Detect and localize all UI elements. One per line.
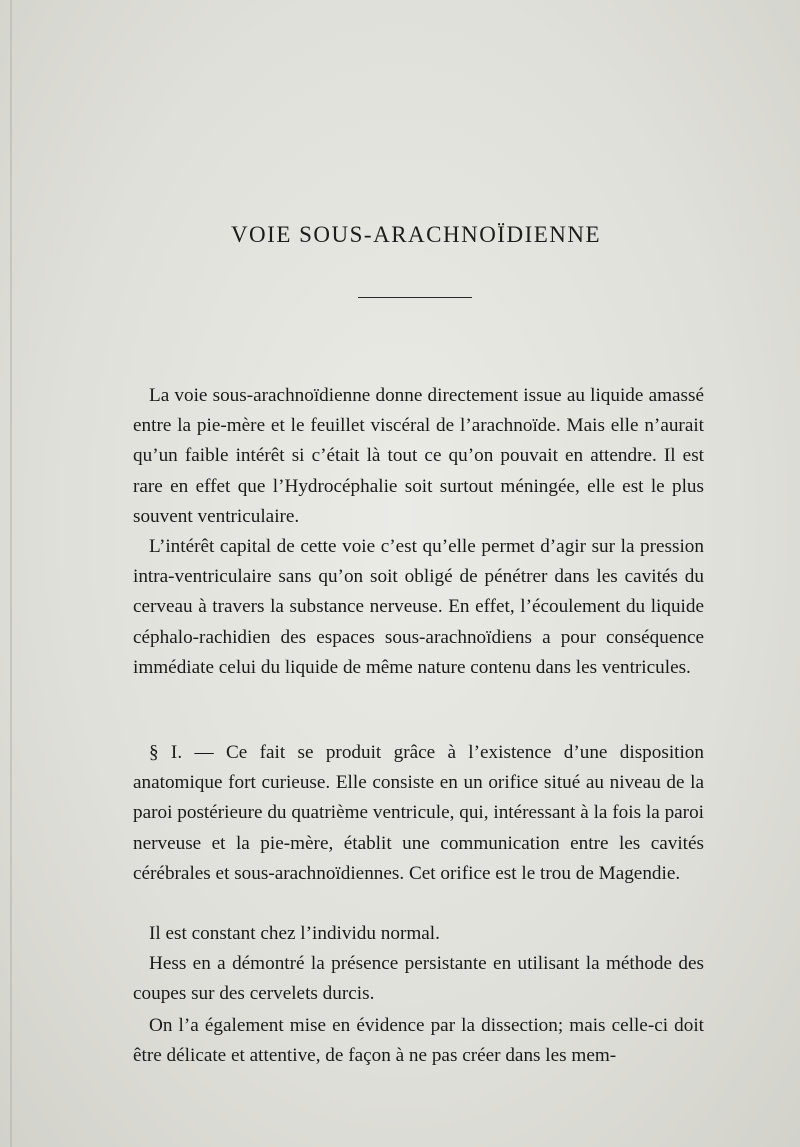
paragraph-dissection: On l’a également mise en évidence par la dissection; mais celle-ci doit être délicate et attentive, de façon à ne pas créer dans les mem- bbox=[133, 1015, 704, 1067]
paragraph-intro: La voie sous-arachnoïdienne donne directement issue au liquide amassé entre la pie-mère et le feuillet viscéral de l’arachnoïde. Mais elle n’aurait qu’un faible intérêt si c’était là tout ce qu’on pouvait en attendre. Il est rare en effet que l’Hydrocéphalie soit surtout méningée, elle est le plus souvent ventriculaire. bbox=[133, 385, 704, 527]
title-underline-rule bbox=[358, 297, 472, 298]
page-edge bbox=[10, 0, 12, 1147]
paragraph-hess: Hess en a démontré la présence persistante en utilisant la méthode des coupes sur des cervelets durcis. bbox=[133, 953, 704, 1005]
section-title: VOIE SOUS-ARACHNOÏDIENNE bbox=[230, 222, 602, 247]
paragraph-constant: Il est constant chez l’individu normal. bbox=[149, 923, 440, 944]
paragraph-interet-capital: L’intérêt capital de cette voie c’est qu’elle permet d’agir sur la pression intra-ventriculaire sans qu’on soit obligé de pénétrer dans les cavités du cerveau à travers la substance nerveuse. En effet, l’écoulement du liquide céphalo-rachidien des espaces sous-arachnoïdiens a pour conséquence immédiate celui du liquide de même nature contenu dans les ventricules. bbox=[133, 536, 704, 678]
paragraph-section-1: § I. — Ce fait se produit grâce à l’existence d’une disposition anatomique fort curieuse. Elle consiste en un orifice situé au niveau de la paroi postérieure du quatrième ventricule, qui, intéressant à la fois la paroi nerveuse et la pie-mère, établit une communication entre les cavités cérébrales et sous-arachnoïdiennes. Cet orifice est le trou de Magendie. bbox=[133, 742, 704, 884]
